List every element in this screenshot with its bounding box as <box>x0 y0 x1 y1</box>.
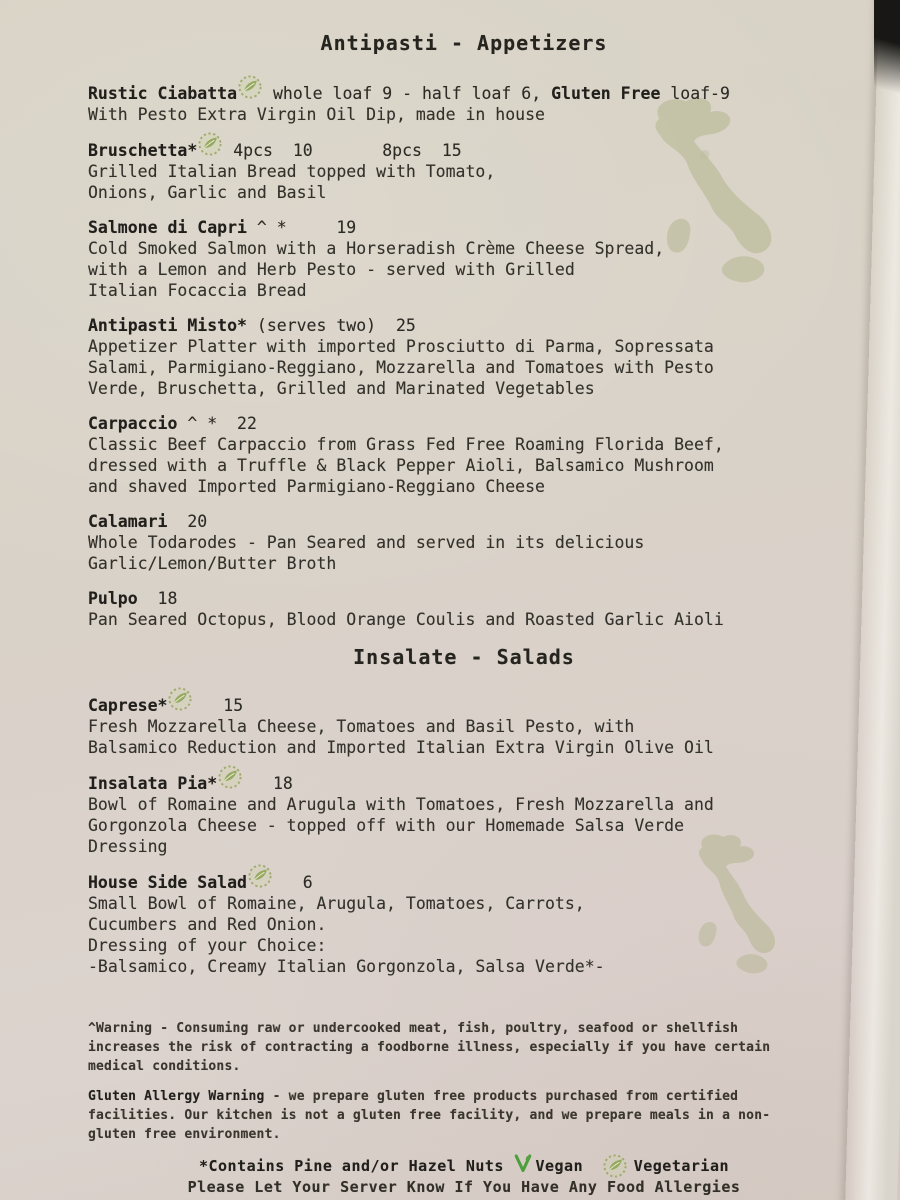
menu-item <box>88 217 840 301</box>
item-description-line: Dressing of your Choice: <box>88 936 327 955</box>
item-title-line <box>88 217 840 238</box>
item-description-line: Balsamico Reduction and Imported Italian Extra Virgin Olive Oil <box>88 738 714 757</box>
item-name: Antipasti Misto* <box>88 316 247 335</box>
item-name: Caprese* <box>88 696 168 715</box>
menu-section <box>88 30 840 630</box>
item-description-line: Italian Focaccia Bread <box>88 281 307 300</box>
item-description-line: -Balsamico, Creamy Italian Gorgonzola, Salsa Verde*- <box>88 957 605 976</box>
item-name: Carpaccio <box>88 414 178 433</box>
vegetarian-stamp-icon <box>217 772 243 794</box>
item-description-line: Verde, Bruschetta, Grilled and Marinated Vegetables <box>88 379 595 398</box>
menu-item <box>88 588 840 630</box>
item-name: Salmone di Capri <box>88 218 247 237</box>
text-segment: medical conditions. <box>88 1059 241 1074</box>
menu-item <box>88 772 840 857</box>
text-segment: ^ * 22 <box>177 414 257 433</box>
warning-line <box>88 1019 840 1038</box>
item-name: Rustic Ciabatta <box>88 84 238 103</box>
menu-item <box>88 871 840 977</box>
text-segment: whole loaf 9 - half loaf 6, <box>263 84 552 103</box>
section-heading: Insalate - Salads <box>353 645 575 669</box>
section-heading: Antipasti - Appetizers <box>320 31 608 55</box>
text-segment: 6 <box>272 873 313 892</box>
item-name: Pulpo <box>88 589 138 608</box>
menu-item <box>88 511 840 574</box>
item-description-line: and shaved Imported Parmigiano-Reggiano Cheese <box>88 477 545 496</box>
menu-item <box>88 694 840 758</box>
item-description-line: Bowl of Romaine and Arugula with Tomatoes, Fresh Mozzarella and <box>88 795 714 814</box>
vegetarian-stamp-icon <box>197 139 223 161</box>
menu-item <box>88 139 840 203</box>
item-description-line: dressed with a Truffle & Black Pepper Aioli, Balsamico Mushroom <box>88 456 714 475</box>
text-segment: ^Warning - Consuming raw or undercooked meat, fish, poultry, seafood or shellfish <box>88 1021 739 1036</box>
item-title-line <box>88 511 840 532</box>
text-segment: increases the risk of contracting a foodborne illness, especially if you have certain <box>88 1040 771 1055</box>
raw-food-warning <box>88 1019 840 1076</box>
warning-line <box>88 1087 840 1106</box>
item-name: House Side Salad <box>88 873 247 892</box>
item-name: Calamari <box>88 512 168 531</box>
allergen-legend <box>88 1156 840 1176</box>
gluten-warning <box>88 1087 840 1144</box>
vegan-icon <box>513 1156 535 1174</box>
item-description-line: Grilled Italian Bread topped with Tomato, <box>88 162 496 181</box>
item-title-line <box>88 413 840 434</box>
item-title-line <box>88 82 840 104</box>
text-segment: 20 <box>167 512 208 531</box>
menu-item <box>88 82 840 125</box>
item-title-line <box>88 694 840 716</box>
item-description-line: Appetizer Platter with imported Prosciutto di Parma, Sopressata <box>88 337 714 356</box>
bold-text: Gluten Free <box>551 84 661 103</box>
vegetarian-stamp-icon <box>602 1156 624 1174</box>
text-segment: gluten free environment. <box>88 1127 281 1142</box>
item-description-line: with a Lemon and Herb Pesto - served with Grilled <box>88 260 575 279</box>
text-segment: loaf-9 <box>660 84 730 103</box>
item-description-line: Garlic/Lemon/Butter Broth <box>88 554 337 573</box>
bold-text: Vegetarian <box>624 1157 730 1175</box>
text-segment: 18 <box>137 589 178 608</box>
warning-line <box>88 1057 840 1076</box>
item-description-line: Classic Beef Carpaccio from Grass Fed Free Roaming Florida Beef, <box>88 435 724 454</box>
item-description-line: With Pesto Extra Virgin Oil Dip, made in house <box>88 105 545 124</box>
item-description-line: Salami, Parmigiano-Reggiano, Mozzarella and Tomatoes with Pesto <box>88 358 714 377</box>
item-description-line: Gorgonzola Cheese - topped off with our Homemade Salsa Verde <box>88 816 685 835</box>
menu-item <box>88 413 840 497</box>
menu-item <box>88 315 840 399</box>
text-segment: (serves two) 25 <box>246 316 416 335</box>
bold-text: Gluten Allergy Warning <box>88 1089 265 1104</box>
item-description-line: Small Bowl of Romaine, Arugula, Tomatoes, Carrots, <box>88 894 585 913</box>
vegetarian-stamp-icon <box>167 694 193 716</box>
item-description-line: Whole Todarodes - Pan Seared and served in its delicious <box>88 533 645 552</box>
text-segment: 15 <box>193 696 244 715</box>
text-segment: - we prepare gluten free products purchased from certified <box>264 1089 739 1104</box>
text-segment: ^ * 19 <box>246 218 357 237</box>
item-description-line: Dressing <box>88 837 168 856</box>
item-description-line: Onions, Garlic and Basil <box>88 183 327 202</box>
item-name: Insalata Pia* <box>88 774 218 793</box>
item-description-line: Cold Smoked Salmon with a Horseradish Crème Cheese Spread, <box>88 239 665 258</box>
menu-section <box>88 644 840 977</box>
item-description-line: Cucumbers and Red Onion. <box>88 915 327 934</box>
item-name: Bruschetta* <box>88 141 198 160</box>
vegetarian-stamp-icon <box>237 82 263 104</box>
item-title-line <box>88 588 840 609</box>
server-notice: Please Let Your Server Know If You Have Any Food Allergies <box>187 1178 741 1196</box>
item-title-line <box>88 772 840 794</box>
item-title-line <box>88 139 840 161</box>
item-description-line: Pan Seared Octopus, Blood Orange Coulis and Roasted Garlic Aioli <box>88 610 724 629</box>
warning-line <box>88 1038 840 1057</box>
text-segment: 4pcs 10 8pcs 15 <box>223 141 462 160</box>
menu-footer <box>88 1019 840 1198</box>
text-segment: facilities. Our kitchen is not a gluten free facility, and we prepare meals in a non- <box>88 1108 771 1123</box>
bold-text: *Contains Pine and/or Hazel Nuts <box>198 1157 514 1175</box>
warning-line <box>88 1125 840 1144</box>
item-title-line <box>88 315 840 336</box>
item-title-line <box>88 871 840 893</box>
bold-text: Vegan <box>535 1157 603 1175</box>
text-segment: 18 <box>243 774 293 793</box>
item-description-line: Fresh Mozzarella Cheese, Tomatoes and Basil Pesto, with <box>88 717 635 736</box>
vegetarian-stamp-icon <box>247 871 273 893</box>
warning-line <box>88 1106 840 1125</box>
